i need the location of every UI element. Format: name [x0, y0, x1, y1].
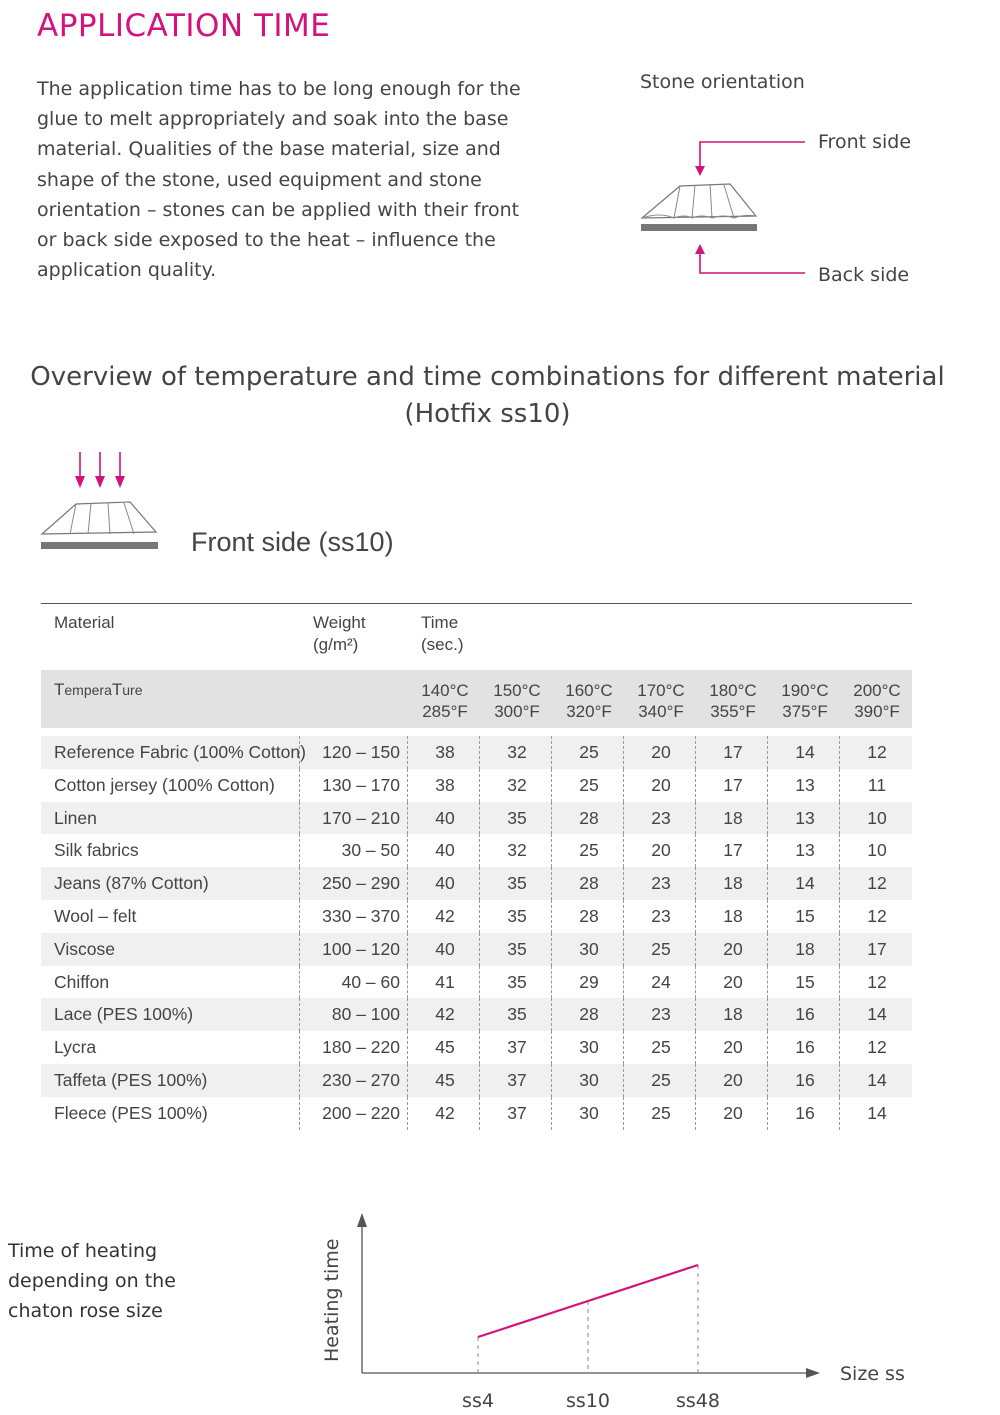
time-cell: 30 [579, 1102, 599, 1123]
time-cell: 18 [723, 1004, 743, 1025]
time-cell: 37 [507, 1102, 527, 1123]
time-cell: 17 [723, 742, 743, 762]
time-cell: 35 [507, 873, 527, 894]
temperature-label-part-2: ure [122, 682, 143, 698]
time-cell: 13 [795, 807, 815, 828]
time-cell: 18 [795, 938, 815, 959]
column-divider [407, 966, 408, 999]
heat-arrows-icon [75, 452, 125, 488]
weight-cell: 250 – 290 [322, 873, 400, 894]
heating-label-line-2: depending on the [8, 1270, 176, 1292]
time-cell: 17 [867, 938, 887, 959]
weight-header-line-2: (g/m²) [313, 635, 359, 654]
time-cell: 29 [579, 971, 599, 992]
temperature-header-cell [697, 680, 769, 722]
temperature-label-part: empera [64, 682, 112, 698]
overview-line-1: Overview of temperature and time combinations for different material [30, 362, 945, 392]
x-tick-label: ss4 [462, 1390, 494, 1412]
temperature-label-initial-2: T [111, 680, 123, 699]
front-arrow [695, 142, 805, 176]
intro-line: The application time has to be long enough for the [37, 78, 521, 100]
weight-cell: 180 – 220 [322, 1037, 400, 1058]
page-title: APPLICATION TIME [37, 8, 331, 44]
y-axis-label: Heating time [321, 1238, 343, 1362]
time-cell: 32 [507, 840, 527, 861]
weight-cell: 170 – 210 [322, 807, 400, 828]
time-cell: 20 [723, 971, 743, 992]
time-cell: 30 [579, 1069, 599, 1090]
material-cell: Taffeta (PES 100%) [54, 1069, 208, 1090]
time-cell: 28 [579, 873, 599, 894]
temperature-header-row [41, 670, 912, 728]
time-cell: 37 [507, 1069, 527, 1090]
heating-label-line-1: Time of heating [8, 1240, 158, 1262]
intro-line: glue to melt appropriately and soak into the base [37, 108, 509, 131]
column-divider [407, 867, 408, 900]
time-cell: 25 [651, 1037, 671, 1058]
weight-cell: 330 – 370 [322, 905, 400, 926]
material-cell: Viscose [54, 938, 115, 959]
time-cell: 35 [507, 807, 527, 828]
weight-cell: 120 – 150 [322, 742, 400, 762]
overview-line-2: (Hotfix ss10) [404, 399, 571, 429]
front-side-label: Front side [818, 131, 912, 153]
material-column-header: Material [54, 613, 115, 632]
time-cell: 16 [795, 1004, 815, 1025]
time-cell: 40 [435, 873, 455, 894]
time-header-line-1: Time [421, 613, 459, 632]
time-cell: 24 [651, 971, 671, 992]
weight-cell: 130 – 170 [322, 774, 400, 795]
time-cell: 18 [723, 905, 743, 926]
time-cell: 45 [435, 1037, 455, 1058]
temp-fahrenheit: 390°F [854, 702, 900, 721]
time-cell: 32 [507, 742, 527, 762]
time-cell: 20 [723, 1037, 743, 1058]
temp-celsius: 170°C [637, 681, 685, 700]
table-row [41, 966, 912, 999]
time-cell: 38 [435, 742, 455, 762]
time-cell: 38 [435, 774, 455, 795]
column-divider [407, 1031, 408, 1064]
weight-cell: 230 – 270 [322, 1069, 400, 1090]
column-divider [407, 933, 408, 966]
x-tick-label: ss48 [676, 1390, 720, 1412]
time-cell: 40 [435, 938, 455, 959]
time-cell: 12 [867, 1037, 887, 1058]
overview-heading [0, 359, 975, 433]
time-cell: 41 [435, 971, 455, 992]
table-row [41, 900, 912, 933]
column-divider [407, 1064, 408, 1097]
time-cell: 12 [867, 742, 887, 762]
table-row [41, 769, 912, 802]
table-row [41, 933, 912, 966]
time-cell: 20 [651, 742, 671, 762]
time-cell: 35 [507, 971, 527, 992]
time-cell: 12 [867, 971, 887, 992]
time-cell: 14 [867, 1102, 887, 1123]
temperature-header-cell [841, 680, 913, 722]
table-row [41, 1064, 912, 1097]
temp-celsius: 200°C [853, 681, 901, 700]
time-cell: 14 [867, 1004, 887, 1025]
material-cell: Jeans (87% Cotton) [54, 873, 209, 894]
table-row [41, 834, 912, 867]
time-cell: 14 [795, 742, 815, 762]
heating-label-line-3: chaton rose size [8, 1300, 163, 1322]
column-divider [407, 1097, 408, 1130]
time-cell: 37 [507, 1037, 527, 1058]
time-cell: 20 [723, 1069, 743, 1090]
material-cell: Fleece (PES 100%) [54, 1102, 208, 1123]
time-cell: 25 [579, 742, 599, 762]
material-cell: Cotton jersey (100% Cotton) [54, 774, 275, 795]
time-cell: 18 [723, 873, 743, 894]
temp-fahrenheit: 320°F [566, 702, 612, 721]
material-cell: Linen [54, 807, 97, 828]
time-cell: 11 [867, 774, 887, 795]
table-row [41, 867, 912, 900]
time-cell: 23 [651, 905, 671, 926]
time-cell: 42 [435, 1102, 455, 1123]
material-cell: Lace (PES 100%) [54, 1004, 194, 1025]
x-axis-arrow-icon [806, 1368, 820, 1378]
time-cell: 42 [435, 905, 455, 926]
temperature-header-cell [625, 680, 697, 722]
intro-line: material. Qualities of the base material, size and [37, 138, 501, 161]
temp-fahrenheit: 355°F [710, 702, 756, 721]
weight-cell: 80 – 100 [331, 1004, 400, 1025]
table-row [41, 998, 912, 1031]
material-cell: Wool – felt [54, 905, 137, 926]
time-cell: 30 [579, 1037, 599, 1058]
material-cell: Chiffon [54, 971, 110, 992]
temperature-header-cell [481, 680, 553, 722]
back-arrow [695, 244, 805, 273]
front-side-stone-icon [36, 448, 166, 556]
time-cell: 35 [507, 905, 527, 926]
column-divider [407, 802, 408, 835]
stone-icon [641, 184, 757, 231]
temperature-label [54, 680, 142, 700]
temp-celsius: 140°C [421, 681, 469, 700]
time-cell: 18 [723, 807, 743, 828]
intro-line: or back side exposed to the heat – influence the [37, 229, 496, 252]
intro-paragraph [37, 74, 577, 285]
time-cell: 10 [867, 807, 887, 828]
time-cell: 17 [723, 840, 743, 861]
time-cell: 20 [651, 840, 671, 861]
time-cell: 13 [795, 774, 815, 795]
heating-time-label [8, 1236, 176, 1326]
temp-celsius: 150°C [493, 681, 541, 700]
time-cell: 20 [723, 938, 743, 959]
time-cell: 20 [723, 1102, 743, 1123]
front-side-title: Front side (ss10) [191, 527, 394, 557]
time-cell: 10 [867, 840, 887, 861]
stone-orientation-diagram [630, 128, 820, 288]
time-cell: 25 [579, 840, 599, 861]
weight-header-line-1: Weight [313, 613, 366, 632]
time-cell: 15 [795, 971, 815, 992]
orientation-heading: Stone orientation [640, 71, 805, 93]
time-cell: 28 [579, 1004, 599, 1025]
column-divider [407, 769, 408, 802]
time-cell: 35 [507, 1004, 527, 1025]
time-cell: 23 [651, 1004, 671, 1025]
table-header [41, 604, 912, 670]
intro-line: shape of the stone, used equipment and stone [37, 168, 482, 191]
x-tick-label: ss10 [566, 1390, 610, 1412]
time-cell: 23 [651, 873, 671, 894]
column-divider [407, 998, 408, 1031]
weight-cell: 40 – 60 [341, 971, 400, 992]
time-cell: 32 [507, 774, 527, 795]
temp-celsius: 160°C [565, 681, 613, 700]
material-cell: Reference Fabric (100% Cotton) [54, 742, 306, 762]
time-column-header [421, 612, 464, 656]
temp-fahrenheit: 300°F [494, 702, 540, 721]
time-cell: 28 [579, 905, 599, 926]
material-cell: Lycra [54, 1037, 97, 1058]
table-row [41, 802, 912, 835]
time-cell: 42 [435, 1004, 455, 1025]
time-cell: 17 [723, 774, 743, 795]
time-header-line-2: (sec.) [421, 635, 464, 654]
temp-fahrenheit: 340°F [638, 702, 684, 721]
time-cell: 35 [507, 938, 527, 959]
time-cell: 25 [651, 1069, 671, 1090]
table-row [41, 1031, 912, 1064]
temp-celsius: 180°C [709, 681, 757, 700]
intro-line: application quality. [37, 259, 217, 282]
y-axis-arrow-icon [357, 1213, 367, 1227]
time-cell: 40 [435, 807, 455, 828]
time-cell: 45 [435, 1069, 455, 1090]
temp-fahrenheit: 285°F [422, 702, 468, 721]
heating-time-chart [310, 1205, 930, 1415]
time-cell: 13 [795, 840, 815, 861]
temperature-header-cell [769, 680, 841, 722]
weight-cell: 100 – 120 [322, 938, 400, 959]
time-cell: 25 [651, 938, 671, 959]
material-cell: Silk fabrics [54, 840, 139, 861]
weight-column-header [313, 612, 366, 656]
weight-cell: 30 – 50 [341, 840, 400, 861]
temp-celsius: 190°C [781, 681, 829, 700]
weight-cell: 200 – 220 [322, 1102, 400, 1123]
temperature-header-cell [409, 680, 481, 722]
time-cell: 15 [795, 905, 815, 926]
time-cell: 16 [795, 1069, 815, 1090]
time-cell: 14 [867, 1069, 887, 1090]
table-body [41, 736, 912, 1130]
temperature-label-initial: T [54, 680, 65, 699]
time-cell: 40 [435, 840, 455, 861]
intro-line: orientation – stones can be applied with their front [37, 198, 520, 221]
time-cell: 14 [795, 873, 815, 894]
time-cell: 16 [795, 1102, 815, 1123]
time-cell: 23 [651, 807, 671, 828]
time-cell: 20 [651, 774, 671, 795]
temp-fahrenheit: 375°F [782, 702, 828, 721]
column-divider [407, 900, 408, 933]
x-axis-label: Size ss [840, 1363, 905, 1385]
time-cell: 28 [579, 807, 599, 828]
time-cell: 25 [579, 774, 599, 795]
table-row [41, 736, 912, 769]
time-cell: 16 [795, 1037, 815, 1058]
back-side-label: Back side [818, 264, 910, 286]
temperature-time-table [41, 603, 912, 1130]
column-divider [407, 834, 408, 867]
table-row [41, 1097, 912, 1130]
temperature-header-cell [553, 680, 625, 722]
time-cell: 12 [867, 905, 887, 926]
time-cell: 12 [867, 873, 887, 894]
column-divider [407, 736, 408, 769]
time-cell: 30 [579, 938, 599, 959]
time-cell: 25 [651, 1102, 671, 1123]
